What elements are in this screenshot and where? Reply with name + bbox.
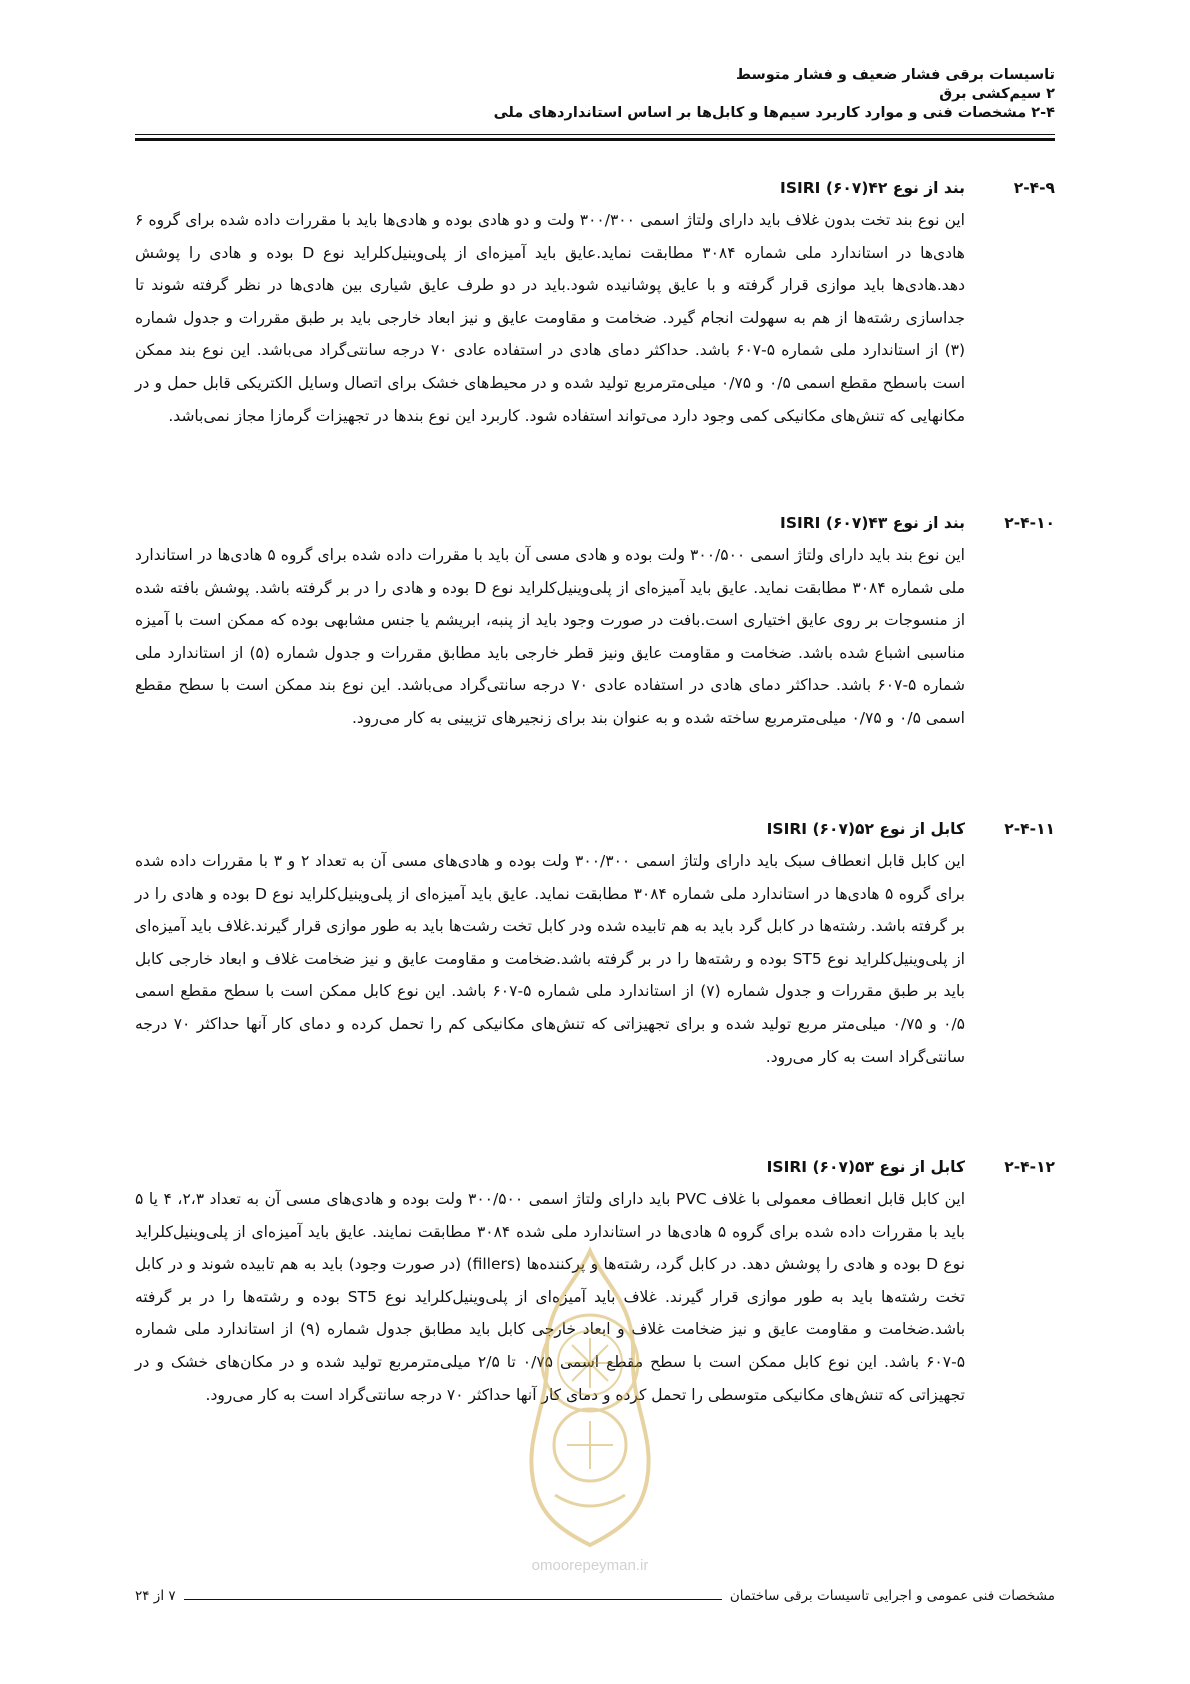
- footer-page-number: ۷ از ۲۴: [135, 1588, 176, 1604]
- header-line-2: ۲ سیم‌کشی برق: [939, 86, 1055, 102]
- section-body: این کابل قابل انعطاف سبک باید دارای ولتاژ اسمی ۳۰۰/۳۰۰ ولت بوده و هادی‌های مسی آن به تعداد ۲ و ۳ با مقررات داده شده برای گروه ۵ هادی‌ها در استاندارد ملی شماره ۳۰۸۴ مطابقت نماید. عایق باید آمیزه‌ای از پلی‌وینیل‌کلراید نوع D بوده و هادی را در بر گرفته باشد. رشته‌ها در کابل گرد باید به هم تابیده شده ودر کابل تخت رشت‌ها باید به طور موازی قرار گیرند.غلاف باید آمیزه‌ای از پلی‌وینیل‌کلراید نوع ST5 بوده و رشته‌ها را در بر گرفته باشد.ضخامت و مقاومت عایق و نیز ضخامت غلاف و ابعاد خارجی کابل باید بر طبق مقررات و جدول شماره (۷) از استاندارد ملی شماره ۵-۶۰۷ باشد. این نوع کابل ممکن است با سطح مقطع اسمی ۰/۵ و ۰/۷۵ میلی‌متر مربع تولید شده و برای تجهیزاتی که تنش‌های مکانیکی کم را تحمل کرده و دمای کار آنها حداکثر ۷۰ درجه سانتی‌گراد است به کار می‌رود.: [135, 852, 965, 1066]
- footer-title: مشخصات فنی عمومی و اجرایی تاسیسات برقی ساختمان: [729, 1588, 1055, 1604]
- header-rule-thin: [135, 134, 1055, 135]
- section-heading: [135, 507, 1055, 539]
- watermark-logo-icon: [505, 1245, 675, 1575]
- page-footer: [135, 1588, 1055, 1604]
- section-heading: [135, 1151, 1055, 1183]
- header-line-3: ۲-۴ مشخصات فنی و موارد کاربرد سیم‌ها و کابل‌ها بر اساس استانداردهای ملی: [493, 105, 1055, 121]
- footer-rule: [184, 1599, 722, 1600]
- header-line-1: تاسیسات برقی فشار ضعیف و فشار متوسط: [735, 67, 1055, 83]
- section-number: ۲-۴-۹: [1013, 179, 1055, 197]
- section-number: ۲-۴-۱۱: [1004, 820, 1055, 838]
- section-2-4-11: [135, 813, 1055, 1073]
- section-2-4-9: [135, 172, 1055, 432]
- page-header: [135, 66, 1055, 123]
- section-heading: [135, 813, 1055, 845]
- section-title: کابل از نوع ۵۲(۶۰۷) ISIRI: [766, 820, 965, 838]
- header-rule-thick: [135, 138, 1055, 141]
- watermark-text: omoorepeyman.ir: [531, 1557, 649, 1574]
- section-2-4-10: [135, 507, 1055, 735]
- section-title: بند از نوع ۴۳(۶۰۷) ISIRI: [780, 514, 965, 532]
- section-body: این نوع بند باید دارای ولتاژ اسمی ۳۰۰/۵۰۰ ولت بوده و هادی مسی آن باید با مقررات داده شده برای گروه ۵ هادی‌ها در استاندارد ملی شماره ۳۰۸۴ مطابقت نماید. عایق باید آمیزه‌ای از پلی‌وینیل‌کلراید نوع D بوده و هادی را در بر گرفته باشد. پوشش بافته شده از منسوجات بر روی عایق اختیاری است.بافت در صورت وجود باید از پنبه، ابریشم یا جنس مشابهی بوده که ممکن است با آمیزه مناسبی اشباع شده باشد. ضخامت و مقاومت عایق ونیز قطر خارجی باید مطابق مقررات و جدول شماره (۵) از استاندارد ملی شماره ۵-۶۰۷ باشد. حداکثر دمای هادی در استفاده عادی ۷۰ درجه سانتی‌گراد می‌باشد. این نوع بند ممکن است با سطح مقطع اسمی ۰/۵ و ۰/۷۵ میلی‌مترمربع ساخته شده و به عنوان بند برای زنجیرهای تزیینی به کار می‌رود.: [135, 546, 966, 727]
- section-body: این کابل قابل انعطاف معمولی با غلاف PVC باید دارای ولتاژ اسمی ۳۰۰/۵۰۰ ولت بوده و هادی‌های مسی آن به تعداد ۲،۳، ۴ یا ۵ باید با مقررات داده شده برای گروه ۵ هادی‌ها در استاندارد ملی شده ۳۰۸۴ مطابقت نمایند. عایق باید آمیزه‌ای از پلی‌وینیل‌کلراید نوع D بوده و هادی را پوشش دهد. در کابل گرد، رشته‌ها و پرکننده‌ها (fillers) (در صورت وجود) باید به هم تابیده شوند و در کابل تخت رشته‌ها باید به طور موازی قرار گیرند. غلاف باید آمیزه‌ای از پلی‌وینیل‌کلراید نوع ST5 بوده و رشته‌ها را در بر گرفته باشد.ضخامت و مقاومت عایق و نیز ضخامت غلاف و ابعاد خارجی کابل باید مطابق جدول شماره (۹) از استاندارد ملی شماره ۵-۶۰۷ باشد. این نوع کابل ممکن است با سطح مقطع اسمی ۰/۷۵ تا ۲/۵ میلی‌مترمربع تولید شده و در مکان‌های خشک و در تجهیزاتی که تنش‌های مکانیکی متوسطی را تحمل کرده و دمای کار آنها حداکثر ۷۰ درجه سانتی‌گراد است به کار می‌رود.: [135, 1190, 966, 1404]
- section-number: ۲-۴-۱۲: [1004, 1158, 1055, 1176]
- section-title: بند از نوع ۴۲(۶۰۷) ISIRI: [780, 179, 965, 197]
- section-number: ۲-۴-۱۰: [1004, 514, 1055, 532]
- section-heading: [135, 172, 1055, 204]
- section-body: این نوع بند تخت بدون غلاف باید دارای ولتاژ اسمی ۳۰۰/۳۰۰ ولت و دو هادی بوده و هادی‌ها باید با مقررات داده شده برای گروه ۶ هادی‌ها در استاندارد ملی شماره ۳۰۸۴ مطابقت نماید.عایق باید آمیزه‌ای از پلی‌وینیل‌کلراید نوع D بوده و هادی را پوشش دهد.هادی‌ها باید موازی قرار گرفته و با عایق پوشانیده شود.باید در دو طرف عایق شیاری بین هادی‌ها در نظر گرفته شوند تا جداسازی رشته‌ها از هم به سهولت انجام گیرد. ضخامت و مقاومت عایق و نیز ابعاد خارجی باید بر طبق مقررات و جدول شماره (۳) از استاندارد ملی شماره ۵-۶۰۷ باشد. حداکثر دمای هادی در استفاده عادی ۷۰ درجه سانتی‌گراد می‌باشد. این نوع بند ممکن است باسطح مقطع اسمی ۰/۵ و ۰/۷۵ میلی‌مترمربع تولید شده و در محیط‌های خشک برای اتصال وسایل الکتریکی قابل حمل و در مکانهایی که تنش‌های مکانیکی کمی وجود دارد می‌تواند استفاده شود. کاربرد این نوع بندها در تجهیزات گرمازا مجاز نمی‌باشد.: [135, 211, 966, 425]
- section-title: کابل از نوع ۵۳(۶۰۷) ISIRI: [766, 1158, 965, 1176]
